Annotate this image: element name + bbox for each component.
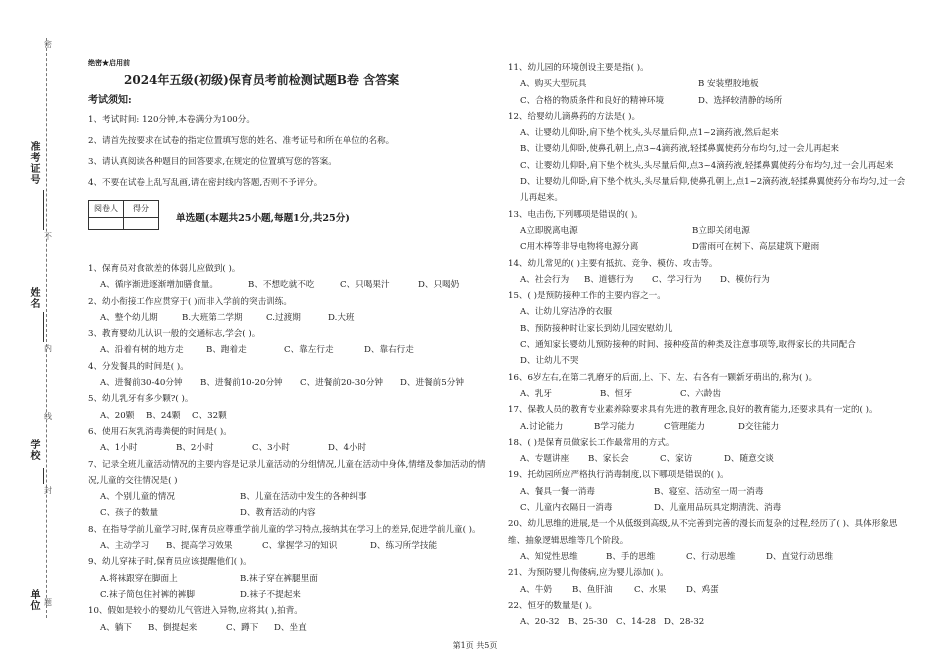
option[interactable]: C管理能力 (664, 421, 705, 432)
options-row (88, 277, 492, 293)
option[interactable]: B、倒提起来 (148, 622, 198, 633)
option[interactable]: C、家访 (660, 454, 693, 465)
seal-line (46, 38, 47, 618)
option[interactable]: C、行动思维 (686, 551, 736, 562)
option[interactable]: A、专题讲座 (520, 454, 570, 465)
option[interactable]: A、让婴幼儿仰卧,肩下垫个枕头,头尽量后仰,点1~2滴药液,然后起来 (520, 128, 779, 139)
option[interactable]: C、14-28 (616, 617, 656, 628)
option[interactable]: C、只喝果汁 (340, 280, 390, 291)
options-row (508, 272, 906, 288)
option[interactable]: B、恒牙 (600, 388, 633, 399)
option[interactable]: B、鱼肝油 (572, 584, 613, 595)
options-row (88, 310, 492, 326)
option[interactable]: B、寝室、活动室一周一消毒 (654, 486, 764, 497)
options-row (88, 440, 492, 456)
seal-dots-mid1: 不 (44, 232, 52, 241)
question: 6、使用石灰乳消毒粪便的时间是( )。 (88, 426, 232, 437)
option[interactable]: A、躺下 (100, 622, 132, 633)
option[interactable]: A立即脱离电源 (520, 225, 578, 236)
score-blank[interactable] (124, 218, 159, 230)
section-title: 单选题(本题共25小题,每题1分,共25分) (176, 213, 350, 224)
seal-dots-mid3: 线 (44, 412, 52, 421)
option[interactable]: A、主动学习 (100, 541, 150, 552)
question: 8、在指导学前儿童学习时,保育员应尊重学前儿童的学习特点,接纳其在学习上的差异,促进学前儿童( )。 (88, 524, 481, 535)
option[interactable]: A、购买大型玩具 (520, 79, 587, 90)
left-questions (88, 261, 492, 636)
question: 17、保教人员的教育专业素养除要求具有先进的教育理念,良好的教育能力,还要求具有一定的( )。 (508, 405, 878, 416)
option[interactable]: C、掌握学习的知识 (262, 541, 338, 552)
options-row (508, 484, 906, 500)
option[interactable]: D、只喝奶 (418, 280, 460, 291)
option[interactable]: A.讨论能力 (520, 421, 564, 432)
option[interactable]: C、32颗 (192, 410, 227, 421)
seal-dots-mid4: 封 (44, 486, 52, 495)
option[interactable]: A、循序渐进逐渐增加膳食量。 (100, 280, 218, 291)
options-row (88, 489, 492, 505)
option[interactable]: D雷雨可在树下、高层建筑下避雨 (692, 242, 820, 253)
option[interactable]: D、随意交谈 (724, 454, 774, 465)
question: 7、记录全班儿童活动情况的主要内容是记录儿童活动的分组情况,儿童在活动中身体,情绪及参加活动的情况,儿童的交往情况是( ) (88, 459, 486, 486)
options-row (508, 582, 906, 598)
question: 22、恒牙的数量是( )。 (508, 600, 598, 611)
option[interactable]: D、鸡蛋 (686, 584, 719, 595)
question: 3、教育婴幼儿认识一般的交通标志,学会( )。 (88, 329, 261, 340)
option[interactable]: B、家长会 (588, 454, 629, 465)
binding-margin (0, 0, 72, 671)
option[interactable]: D、模仿行为 (720, 274, 770, 285)
option[interactable]: D、教育活动的内容 (240, 508, 316, 519)
option[interactable]: D、让幼儿不哭 (520, 356, 579, 367)
options-row (88, 587, 492, 603)
option[interactable]: B、手的思维 (606, 551, 656, 562)
option[interactable]: B.大班第二学期 (182, 312, 243, 323)
unit-label: 单位 (30, 590, 41, 612)
seal-dots-top: 密 (44, 40, 52, 49)
exam-id-line (43, 190, 44, 230)
option[interactable]: B、不想吃就不吃 (248, 280, 315, 291)
option[interactable]: B 安装塑胶地板 (698, 79, 759, 90)
option[interactable]: C、水果 (634, 584, 667, 595)
question: 20、幼儿思维的进展,是一个从低级到高级,从不完善到完善的漫长而复杂的过程,经历了( )、具体形象思维、抽象逻辑思维等几个阶段。 (508, 519, 898, 546)
option[interactable]: C、让婴幼儿仰卧,肩下垫个枕头,头尽量后仰,点3~4滴药液,轻揉鼻翼使药分布均匀,过一会儿再起来 (520, 160, 894, 171)
option[interactable]: B、道德行为 (584, 274, 634, 285)
option[interactable]: D、坐直 (274, 622, 307, 633)
question: 4、分发餐具的时间是( )。 (88, 361, 189, 372)
options-row (508, 451, 906, 467)
school-line (43, 468, 44, 484)
options-row (508, 76, 906, 92)
question: 12、给婴幼儿滴鼻药的方法是( )。 (508, 111, 641, 122)
options-row (508, 549, 906, 565)
option[interactable]: C、孩子的数量 (100, 508, 159, 519)
option[interactable]: C、靠左行走 (284, 345, 334, 356)
option[interactable]: A、1小时 (100, 443, 138, 454)
option[interactable]: C、通知家长婴幼儿预防接种的时间、接种疫苗的种类及注意事项等,取得家长的共同配合 (520, 340, 856, 351)
option[interactable]: D、4小时 (328, 443, 367, 454)
question: 21、为预防婴儿佝偻病,应为婴儿添加( )。 (508, 568, 669, 579)
question: 19、托幼园所应严格执行消毒制度,以下哪项是错误的( )。 (508, 470, 729, 481)
option[interactable]: B.袜子穿在裤腿里面 (240, 573, 318, 584)
question: 15、( )是预防接种工作的主要内容之一。 (508, 291, 666, 302)
options-row (88, 571, 492, 587)
option[interactable]: C、进餐前20-30分钟 (300, 378, 383, 389)
option[interactable]: B、25-30 (568, 617, 608, 628)
option[interactable]: D、练习所学技能 (370, 541, 438, 552)
option[interactable]: C、蹲下 (226, 622, 259, 633)
option[interactable]: A、沿着有树的地方走 (100, 345, 184, 356)
notice-item: 3、请认真阅读各种题目的回答要求,在规定的位置填写您的答案。 (88, 157, 337, 167)
option[interactable]: D交往能力 (738, 421, 780, 432)
option[interactable]: C、3小时 (252, 443, 290, 454)
question: 16、6岁左右,在第二乳磨牙的后面,上、下、左、右各有一颗新牙萌出的,称为( )。 (508, 372, 818, 383)
question: 10、假如是较小的婴幼儿气管进入异物,应将其( ),拍背。 (88, 606, 303, 617)
options-row (508, 239, 906, 255)
right-questions (508, 60, 906, 630)
options-row (88, 538, 492, 554)
option[interactable]: A、让幼儿穿洁净的衣服 (520, 307, 613, 318)
page-title: 2024年五级(初级)保育员考前检测试题B卷 含答案 (124, 73, 400, 87)
option[interactable]: D、选择较清静的场所 (698, 95, 783, 106)
option[interactable]: D、靠右行走 (364, 345, 414, 356)
option[interactable]: D、让婴幼儿仰卧,肩下垫个枕头,头尽量后仰,使鼻孔朝上,点1~2滴药液,轻揉鼻翼使药分布均匀,过一会儿再起来。 (520, 177, 906, 204)
question: 14、幼儿常见的( )主要有抵抗、竞争、模仿、攻击等。 (508, 258, 718, 269)
options-row (88, 505, 492, 521)
option[interactable]: C.袜子简包住衬裤的裤脚 (100, 589, 195, 600)
option[interactable]: C用木棒等非导电物将电源分离 (520, 242, 639, 253)
option[interactable]: B、预防接种时让家长到幼儿园安慰幼儿 (520, 323, 673, 334)
notice-item: 1、考试时间: 120分钟,本卷满分为100分。 (88, 115, 255, 125)
question: 18、( )是保育员做家长工作最常用的方式。 (508, 437, 675, 448)
reviewer-cell: 阅卷人 (89, 201, 124, 218)
option[interactable]: A、牛奶 (520, 584, 552, 595)
exam-id-label: 准考证号 (30, 142, 41, 186)
option[interactable]: C.过渡期 (266, 312, 301, 323)
option[interactable]: D.大班 (328, 312, 355, 323)
option[interactable]: C、儿童内衣隔日一消毒 (520, 503, 613, 514)
notice-list (88, 110, 492, 194)
options-row (88, 620, 492, 636)
option[interactable]: A、20-32 (520, 617, 560, 628)
options-row (508, 419, 906, 435)
option[interactable]: B、2小时 (176, 443, 214, 454)
option[interactable]: D、儿童用品玩具定期清洗、消毒 (654, 503, 782, 514)
question: 1、保育员对食欲差的体弱儿应做到( )。 (88, 264, 241, 274)
seal-dots-mid2: 内 (44, 344, 52, 353)
notice-item: 4、不要在试卷上乱写乱画,请在密封线内答题,否则不予评分。 (88, 178, 323, 188)
options-row (508, 500, 906, 516)
question: 11、幼儿园的环境创设主要是指( )。 (508, 63, 649, 73)
option[interactable]: A、知觉性思维 (520, 551, 578, 562)
option[interactable]: D、进餐前5分钟 (400, 378, 464, 389)
option[interactable]: C、合格的物质条件和良好的精神环境 (520, 95, 665, 106)
option[interactable]: A、整个幼儿期 (100, 312, 158, 323)
options-row (88, 375, 492, 391)
option[interactable]: D.袜子不提起来 (240, 589, 301, 600)
question: 9、幼儿穿袜子时,保育员应该提醒他们( )。 (88, 557, 252, 568)
question: 2、幼小衔接工作应贯穿于( )而非入学前的突击训练。 (88, 296, 292, 307)
left-column (88, 58, 492, 230)
option[interactable]: B、进餐前10-20分钟 (200, 378, 283, 389)
option[interactable]: C、六龄齿 (680, 388, 721, 399)
option[interactable]: D、直觉行动思维 (766, 551, 834, 562)
options-row (508, 93, 906, 109)
option[interactable]: D、28-32 (664, 617, 705, 628)
seal-dots-bottom: 题 (44, 598, 52, 607)
options-row (508, 386, 906, 402)
option[interactable]: C、学习行为 (652, 274, 702, 285)
options-row (88, 408, 492, 424)
option[interactable]: A、个别儿童的情况 (100, 492, 175, 503)
name-label: 姓名 (30, 288, 41, 310)
option[interactable]: B立即关闭电源 (692, 225, 750, 236)
option[interactable]: B、24颗 (146, 410, 181, 421)
score-table (88, 200, 159, 230)
options-row (88, 342, 492, 358)
option[interactable]: A、社会行为 (520, 274, 570, 285)
option[interactable]: A.将袜跟穿在脚面上 (100, 573, 178, 584)
name-line (43, 312, 44, 342)
reviewer-blank[interactable] (89, 218, 124, 230)
page-footer: 第1页 共5页 (452, 641, 498, 650)
secret-mark: 绝密★启用前 (88, 58, 130, 67)
option[interactable]: B、提高学习效果 (166, 541, 233, 552)
score-cell: 得分 (124, 201, 159, 218)
option[interactable]: B学习能力 (594, 421, 635, 432)
notice-heading: 考试须知: (88, 95, 132, 106)
option[interactable]: A、乳牙 (520, 388, 552, 399)
options-row (508, 223, 906, 239)
options-row (508, 614, 906, 630)
option[interactable]: A、20颗 (100, 410, 135, 421)
option[interactable]: A、餐具一餐一消毒 (520, 486, 595, 497)
option[interactable]: A、进餐前30-40分钟 (100, 378, 183, 389)
question: 13、电击伤,下列哪项是错误的( )。 (508, 209, 643, 220)
option[interactable]: B、儿童在活动中发生的各种纠事 (240, 492, 367, 503)
notice-item: 2、请首先按要求在试卷的指定位置填写您的姓名、准考证号和所在单位的名称。 (88, 136, 395, 146)
question: 5、幼儿乳牙有多少颗?( )。 (88, 394, 194, 405)
option[interactable]: B、跑着走 (206, 345, 247, 356)
option[interactable]: B、让婴幼儿仰卧,使鼻孔朝上,点3~4滴药液,轻揉鼻翼使药分布均匀,过一会儿再起来 (520, 144, 839, 155)
school-label: 学校 (30, 440, 41, 462)
